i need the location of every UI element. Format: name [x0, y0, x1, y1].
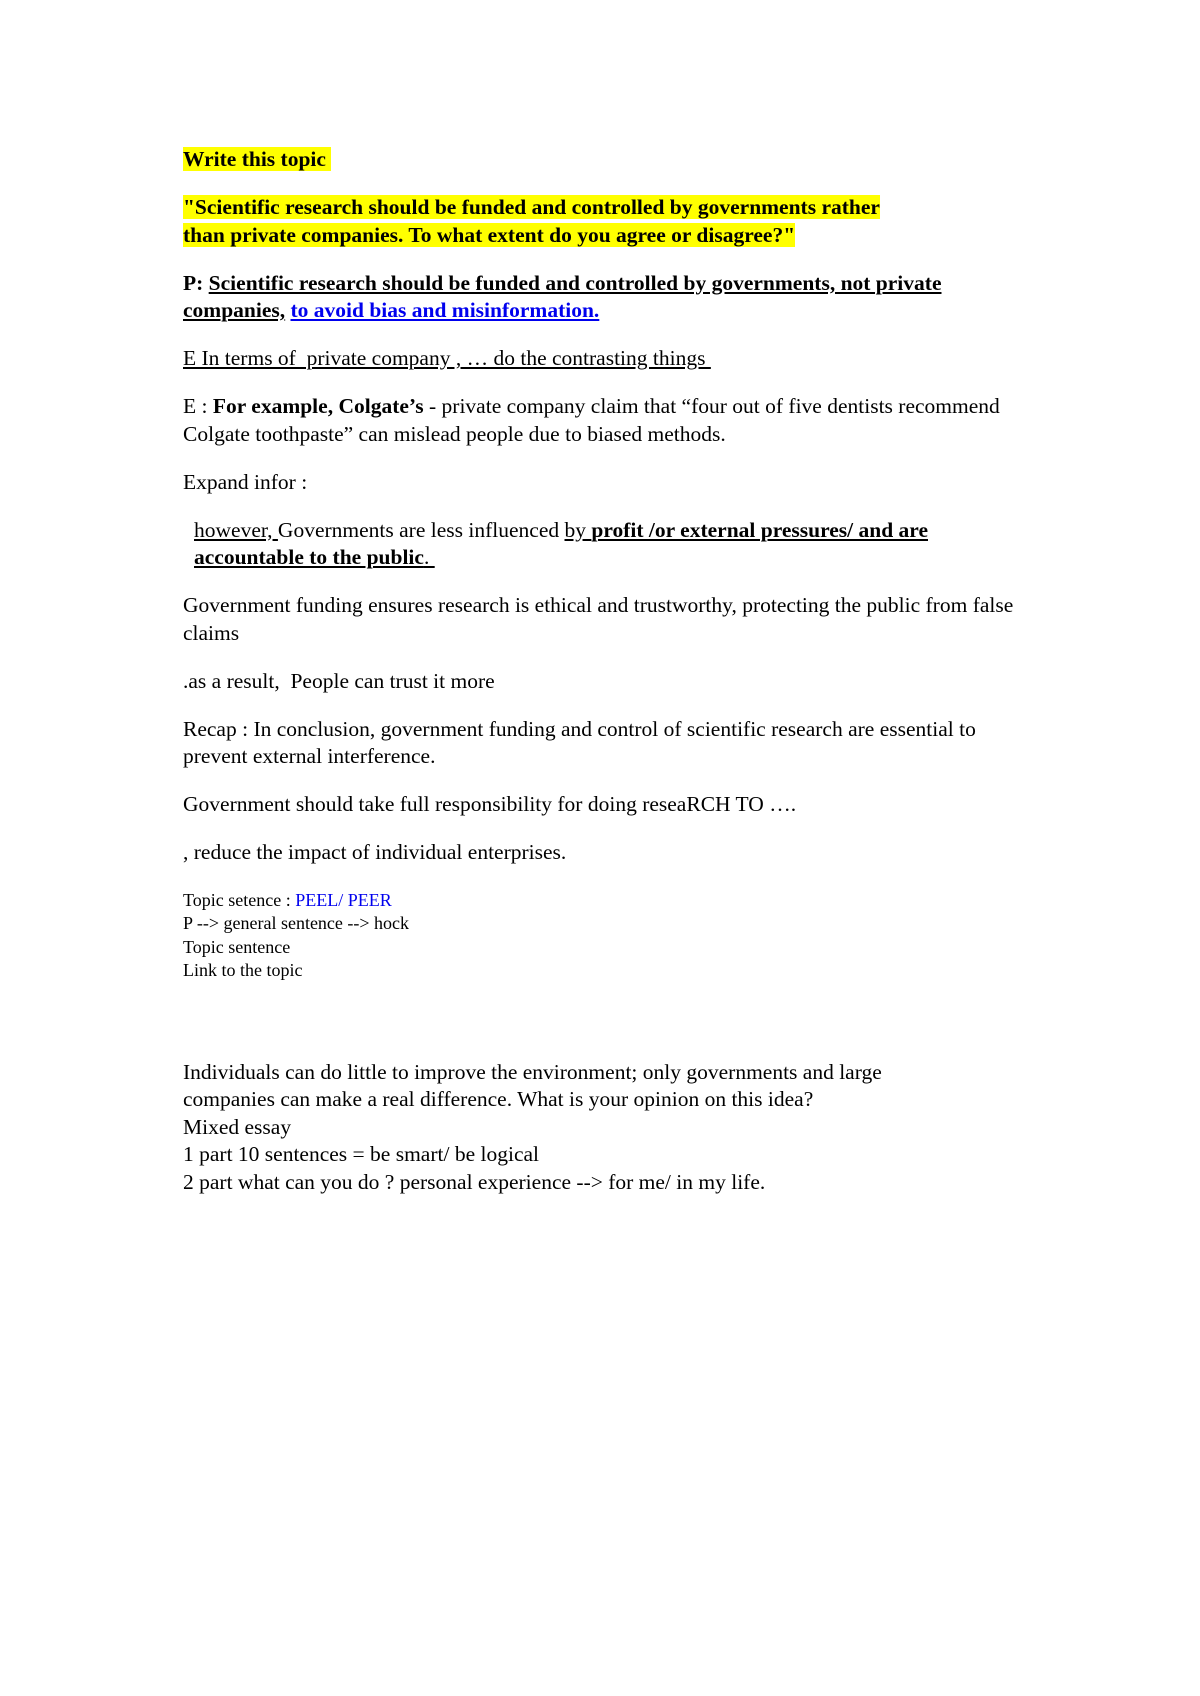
notes-topic-line: [183, 889, 1043, 913]
responsibility-line: Government should take full responsibility for doing reseaRCH TO ….: [183, 792, 797, 816]
point-text: Scientific research should be funded and controlled by governments, not private companies,: [183, 270, 942, 322]
notes-block: [183, 889, 1043, 983]
however-lead: however,: [194, 517, 278, 542]
second-topic-line-3: Mixed essay: [183, 1114, 292, 1139]
example-prefix: E :: [183, 394, 213, 418]
topic-line-1: "Scientific research should be funded and controlled by governments rather: [183, 195, 880, 219]
notes-line-3: Topic sentence: [183, 936, 291, 957]
example-paragraph: [183, 393, 1043, 448]
point-link[interactable]: to avoid bias and misinformation.: [290, 298, 600, 322]
however-paragraph: [183, 517, 1043, 572]
notes-topic-label: Topic setence :: [183, 889, 296, 910]
topic-line-2: than private companies. To what extent do you agree or disagree?": [183, 222, 796, 247]
point-paragraph: [183, 270, 1043, 325]
expand-line: Expand infor :: [183, 469, 308, 494]
government-funding-paragraph: Government funding ensures research is ethical and trustworthy, protecting the public from false claims: [183, 593, 1014, 645]
second-topic-line-5: 2 part what can you do ? personal experience --> for me/ in my life.: [183, 1169, 766, 1194]
topic-question: [183, 194, 1043, 249]
notes-line-2: P --> general sentence --> hock: [183, 913, 410, 933]
example-rest: - private company claim that “four out of five dentists recommend Colgate toothpaste” can mislead people due to biased methods.: [183, 394, 1000, 446]
however-tail: .: [423, 545, 435, 569]
however-by: by: [564, 517, 592, 542]
notes-topic-value: PEEL/ PEER: [295, 889, 392, 910]
notes-line-4: Link to the topic: [183, 960, 303, 980]
second-topic-line-4: 1 part 10 sentences = be smart/ be logical: [183, 1142, 540, 1166]
heading: [183, 146, 1043, 174]
example-bold: For example, Colgate’s: [212, 394, 424, 418]
second-topic-line-1: Individuals can do little to improve the environment; only governments and large: [183, 1059, 882, 1084]
explain-line: E In terms of private company , … do the contrasting things: [183, 346, 711, 370]
second-topic-block: [183, 1059, 1043, 1197]
however-bold: profit /or external pressures/ and are accountable to the public: [194, 517, 928, 569]
document-body: [183, 146, 1043, 1196]
second-topic-line-2: companies can make a real difference. What is your opinion on this idea?: [183, 1087, 814, 1111]
recap-paragraph: Recap : In conclusion, government funding and control of scientific research are essential to prevent external interference.: [183, 716, 976, 768]
however-mid: Governments are less influenced: [277, 517, 565, 542]
reduce-line: , reduce the impact of individual enterprises.: [183, 840, 567, 864]
point-label: P:: [183, 270, 209, 295]
as-result-line: .as a result, People can trust it more: [183, 668, 495, 693]
heading-text: Write this topic: [183, 147, 332, 171]
